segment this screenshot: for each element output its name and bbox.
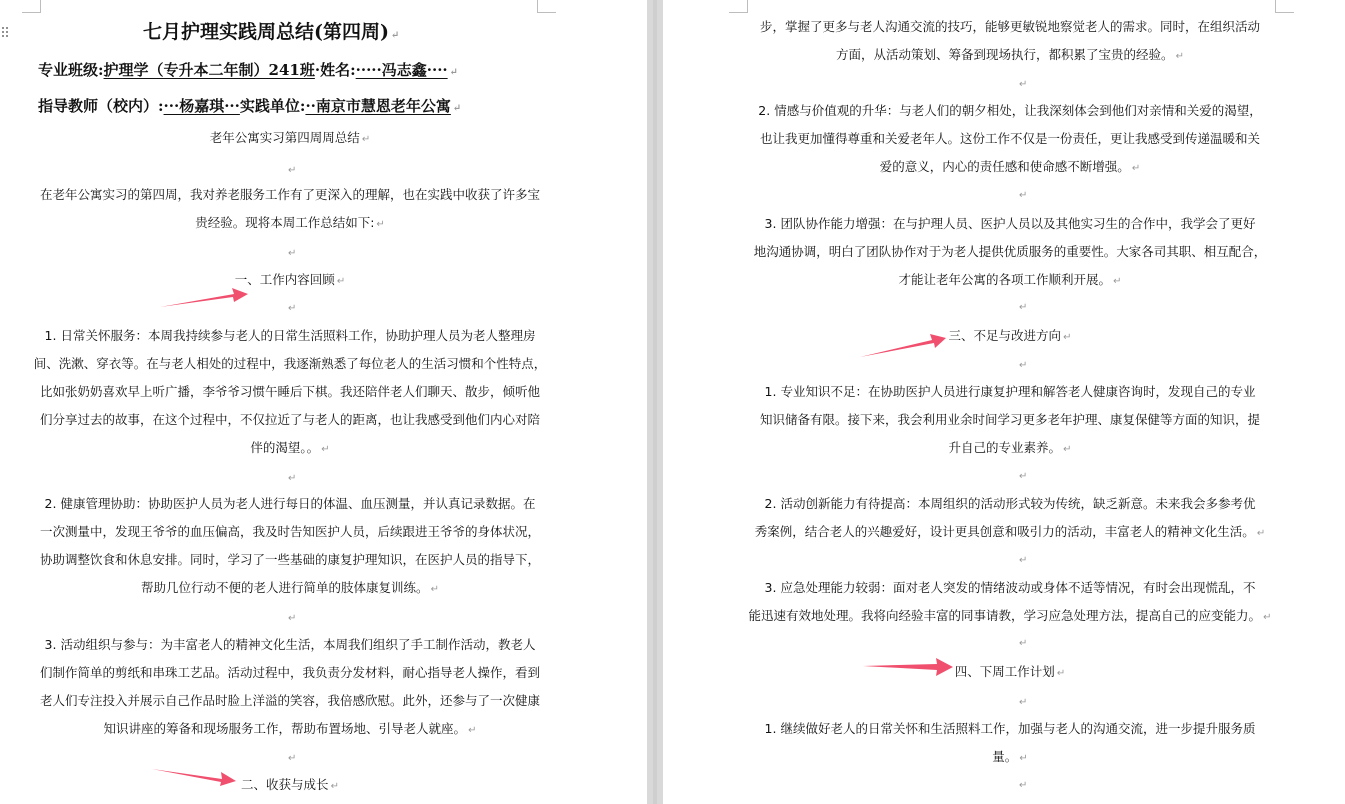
paragraph-mark: ↵ [288, 613, 297, 624]
paragraph-mark: ↵ [1019, 302, 1028, 313]
paragraph-mark: ↵ [1019, 555, 1028, 566]
paragraph-mark: ↵ [288, 303, 297, 314]
paragraph-innovation: 2. 活动创新能力有待提高：本周组织的活动形式较为传统，缺乏新意。未来我会多参考优 秀案例，结合老人的兴趣爱好，设计更具创意和吸引力的活动，丰富老人的精神文化生活。 ↵ [754, 496, 1266, 539]
paragraph-mark: ↵ [288, 248, 297, 259]
crop-mark [22, 0, 41, 13]
paragraph-mark: ↵ [1019, 360, 1028, 371]
paragraph-mark: ↵ [288, 753, 297, 764]
info-line-teacher-unit: 指导教师（校内）:···杨嘉琪···实践单位:··南京市慧恩老年公寓 ↵ [38, 97, 462, 115]
paragraph-mark: ↵ [1019, 697, 1028, 708]
section-heading-3: 三、不足与改进方向 ↵ [948, 328, 1072, 343]
paragraph-mark: ↵ [1019, 79, 1028, 90]
paragraph-mark: ↵ [1019, 190, 1028, 201]
paragraph-mark: ↵ [288, 473, 297, 484]
intro-paragraph: 在老年公寓实习的第四周，我对养老服务工作有了更深入的理解，也在实践中收获了许多宝 贵经验。现将本周工作总结如下: ↵ [39, 187, 540, 230]
info-line-class-name: 专业班级:护理学（专升本二年制）241班·姓名:·····冯志鑫···· ↵ [38, 61, 459, 79]
paragraph-emotional-growth: 2. 情感与价值观的升华：与老人们的朝夕相处，让我深刻体会到他们对亲情和关爱的渴望， 也让我更加懂得尊重和关爱老年人。这份工作不仅是一份责任，更让我感受到传递温暖和关 爱的意义，内心的责任感和使命感不断增强。 ↵ [758, 103, 1262, 174]
paragraph-mark: ↵ [1019, 638, 1028, 649]
document-title: 七月护理实践周总结(第四周) ↵ [143, 21, 400, 43]
paragraph-daily-care: 1. 日常关怀服务：本周我持续参与老人的日常生活照料工作，协助护理人员为老人整理房 间、洗漱、穿衣等。在与老人相处的过程中，我逐渐熟悉了每位老人的生活习惯和个性特点， 比如张奶奶喜欢早上听广播，李爷爷习惯午睡后下棋。我还陪伴老人们聊天、散步，倾听他 们分享过去的故事，在这个过程中，不仅拉近了与老人的距离，也让我感受到他们内心对陪 伴的渴望。。 ↵ [33, 328, 547, 455]
crop-mark [1275, 0, 1294, 13]
section-heading-2: 二、收获与成长 ↵ [241, 777, 339, 792]
paragraph-emergency: 3. 应急处理能力较弱：面对老人突发的情绪波动或身体不适等情况，有时会出现慌乱，不 能迅速有效地处理。我将向经验丰富的同事请教，学习应急处理方法，提高自己的应变能力。 ↵ [748, 580, 1272, 623]
document-page-right [663, 0, 1345, 804]
paragraph-knowledge-gap: 1. 专业知识不足：在协助医护人员进行康复护理和解答老人健康咨询时，发现自己的专业 知识储备有限。接下来，我会利用业余时间学习更多老年护理、康复保健等方面的知识，提 升自己的专业素养。 ↵ [759, 384, 1260, 455]
paragraph-growth-continued: 步，掌握了更多与老人沟通交流的技巧，能够更敏锐地察觉老人的需求。同时，在组织活动 方面，从活动策划、筹备到现场执行，都积累了宝贵的经验。 ↵ [759, 19, 1260, 62]
page-gap [647, 0, 663, 804]
subtitle: 老年公寓实习第四周周总结 ↵ [209, 130, 371, 145]
paragraph-activities: 3. 活动组织与参与：为丰富老人的精神文化生活，本周我们组织了手工制作活动，教老人 们制作简单的剪纸和串珠工艺品。活动过程中，我负责分发材料，耐心指导老人操作，看到 老人们专注投入并展示自己作品时脸上洋溢的笑容，我倍感欣慰。此外，还参与了一次健康 知识讲座的筹备和现场服务工作，帮助布置场地、引导老人就座。 ↵ [39, 637, 540, 736]
paragraph-health-management: 2. 健康管理协助：协助医护人员为老人进行每日的体温、血压测量，并认真记录数据。在 一次测量中，发现王爷爷的血压偏高，我及时告知医护人员，后续跟进王爷爷的身体状况， 协助调整饮食和休息安排。同时，学习了一些基础的康复护理知识，在医护人员的指导下， 帮助几位行动不便的老人进行简单的肢体康复训练。 ↵ [39, 496, 540, 595]
paragraph-mark: ↵ [1019, 780, 1028, 791]
section-heading-1: 一、工作内容回顾 ↵ [234, 272, 346, 287]
paragraph-next-week: 1. 继续做好老人的日常关怀和生活照料工作，加强与老人的沟通交流，进一步提升服务质 量。 ↵ [764, 721, 1256, 764]
section-heading-4: 四、下周工作计划 ↵ [954, 664, 1066, 679]
table-move-handle-icon[interactable] [1, 26, 9, 38]
paragraph-mark: ↵ [1019, 471, 1028, 482]
crop-mark [729, 0, 748, 13]
crop-mark [537, 0, 556, 13]
paragraph-teamwork: 3. 团队协作能力增强：在与护理人员、医护人员以及其他实习生的合作中，我学会了更好 地沟通协调，明白了团队协作对于为老人提供优质服务的重要性。大家各司其职、相互配合， 才能让老年公寓的各项工作顺利开展。 ↵ [753, 216, 1267, 287]
document-page-left [0, 0, 647, 804]
paragraph-mark: ↵ [288, 165, 297, 176]
